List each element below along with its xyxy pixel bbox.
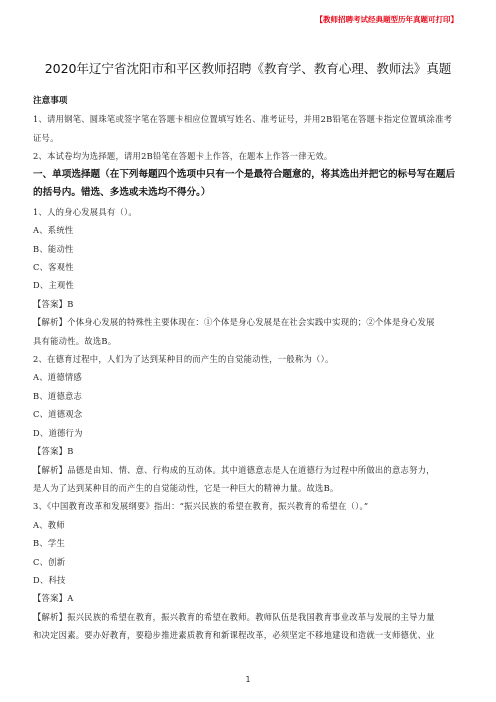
notice-line: 2、本试卷均为选择题，请用2B铅笔在答题卡上作答，在题本上作答一律无效。 <box>33 151 333 162</box>
answer: 【答案】A <box>33 593 74 604</box>
notice-line: 证号。 <box>33 132 59 143</box>
answer: 【答案】B <box>33 446 74 457</box>
option-d: D、道德行为 <box>33 427 83 438</box>
question-1 <box>33 203 469 350</box>
option-c: C、客观性 <box>33 262 74 273</box>
document-title: 2020年辽宁省沈阳市和平区教师招聘《教育学、教育心理、教师法》真题 <box>44 61 452 76</box>
analysis-line: 【解析】品德是由知、情、意、行构成的互动体。其中道德意志是人在道德行为过程中所做出的意志努力， <box>33 464 435 475</box>
analysis-line: 【解析】振兴民族的希望在教育，振兴教育的希望在教师。教师队伍是我国教育事业改革与发展的主导力量 <box>33 611 435 622</box>
answer: 【答案】B <box>33 298 74 309</box>
option-c: C、道德观念 <box>33 409 83 420</box>
section-heading: 一、单项选择题（在下列每题四个选项中只有一个是最符合题意的，将其选出并把它的标号写在题后 <box>33 168 456 180</box>
top-banner: 【教师招聘考试经典题型历年真题可打印】 <box>315 15 458 24</box>
section-heading: 的括号内。错选、多选或未选均不得分。） <box>33 187 211 199</box>
notice-heading: 注意事项 <box>33 96 68 106</box>
question-stem: 2、在德育过程中，人们为了达到某种目的而产生的自觉能动性，一般称为（）。 <box>33 354 334 365</box>
option-b: B、能动性 <box>33 243 74 254</box>
question-2 <box>33 350 469 497</box>
analysis-line: 是人为了达到某种目的而产生的自觉能动性，它是一种巨大的精神力量。故选B。 <box>33 482 339 493</box>
analysis-line: 具有能动性。故选B。 <box>33 335 117 346</box>
document-body <box>33 92 469 645</box>
option-a: A、教师 <box>33 519 65 530</box>
analysis-line: 【解析】个体身心发展的特殊性主要体现在：①个体是身心发展是在社会实践中实现的；②个体是身心发展 <box>33 317 435 328</box>
question-stem: 1、人的身心发展具有（）。 <box>33 206 137 217</box>
option-a: A、道德情感 <box>33 372 82 383</box>
option-d: D、科技 <box>33 574 66 585</box>
option-d: D、主观性 <box>33 280 75 291</box>
question-3 <box>33 497 469 644</box>
notice-line: 1、请用钢笔、圆珠笔或签字笔在答题卡相应位置填写姓名、准考证号，并用2B铅笔在答题卡指定位置填涂准考 <box>33 114 453 125</box>
option-a: A、系统性 <box>33 225 74 236</box>
analysis-line: 和决定因素。要办好教育，要稳步推进素质教育和新课程改革，必须坚定不移地建设和造就一支师德优、业 <box>33 630 435 641</box>
option-c: C、创新 <box>33 556 66 567</box>
question-stem: 3、《中国教育改革和发展纲要》指出：“振兴民族的希望在教育，振兴教育的希望在（）。” <box>33 501 369 512</box>
option-b: B、学生 <box>33 538 65 549</box>
page-number: 1 <box>245 675 251 684</box>
option-b: B、道德意志 <box>33 390 83 401</box>
